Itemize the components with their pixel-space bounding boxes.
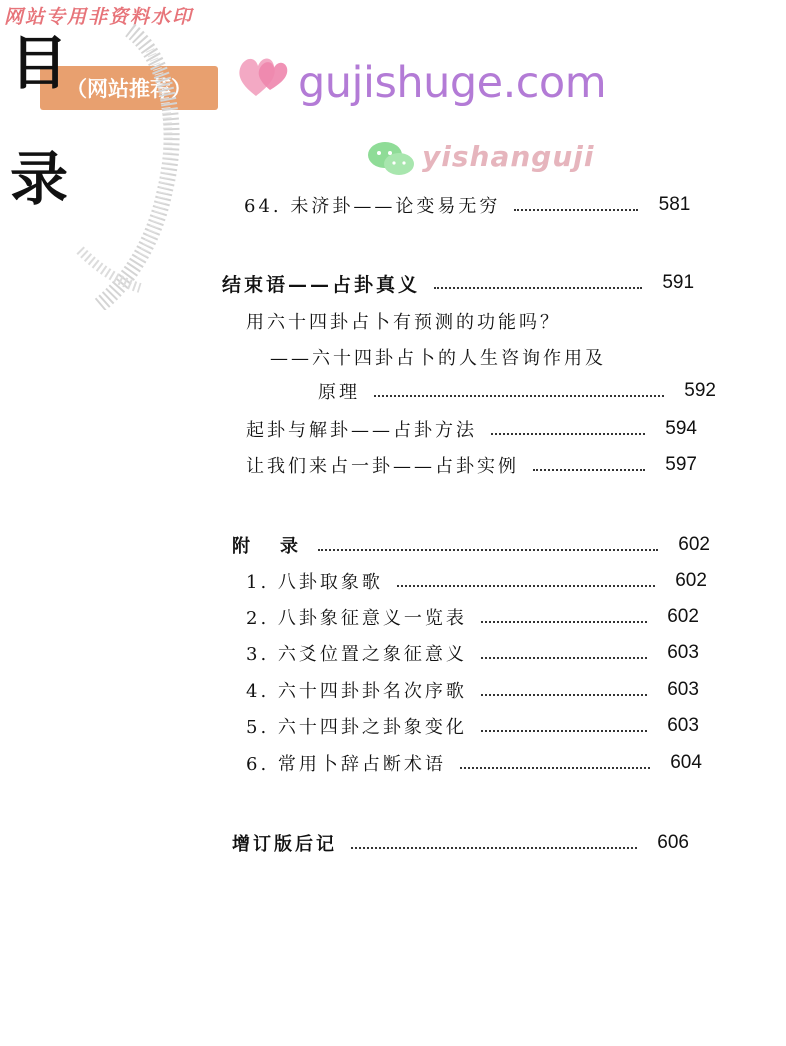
toc-page-number: 602 [675,570,707,591]
toc-page-number: 602 [667,606,699,627]
toc-page-number: 602 [678,534,710,555]
toc-entry-label: 3. 六爻位置之象征意义 [246,644,467,665]
toc-leader-dots [491,433,645,435]
toc-leader-dots [514,209,638,211]
toc-entry-a2[interactable] [0,604,699,630]
toc-entry-64[interactable] [0,192,690,218]
toc-entry-label: 用六十四卦占卜有预测的功能吗？ [246,312,561,333]
toc-page-number: 603 [667,642,699,663]
toc-entry-c1[interactable] [0,378,716,404]
toc-page-number: 603 [667,715,699,736]
toc-entry-label: 结束语——占卦真义 [222,273,421,296]
toc-leader-dots [318,549,658,551]
toc-entry-label: 附 录 [232,536,304,557]
toc-entry-label: 64. 未济卦——论变易无穷 [244,196,501,217]
toc-entry-c3[interactable] [0,452,697,478]
toc-leader-dots [434,287,642,289]
watermark-site: gujishuge.com [298,58,607,108]
toc-entry-a1[interactable] [0,568,707,594]
toc-entry-appendix[interactable] [0,532,710,558]
toc-leader-dots [533,469,645,471]
toc-entry-label: 1. 八卦取象歌 [246,572,383,593]
heading-char-lu: 录 [10,145,69,213]
watermark-top-text: 网站专用非资料水印 [4,6,194,28]
toc-entry-label: 4. 六十四卦卦名次序歌 [246,681,467,702]
toc-page-number: 597 [665,454,697,475]
toc-entry-label: 6. 常用卜辞占断术语 [246,754,446,775]
toc-entry-a6[interactable] [0,750,702,776]
toc-page-number: 592 [684,380,716,401]
toc-entry-a4[interactable] [0,677,699,703]
toc-entry-conclusion[interactable] [0,270,694,296]
toc-page-number: 581 [658,194,691,215]
decorative-engraving [60,20,190,310]
toc-entry-a5[interactable] [0,713,699,739]
hearts-icon [236,50,296,102]
toc-leader-dots [460,767,650,769]
toc-page-number: 606 [657,832,689,853]
toc-entry-label: ——六十四卦占卜的人生咨询作用及 [270,348,606,369]
toc-page-number: 591 [662,272,695,293]
toc-entry-label: 起卦与解卦——占卦方法 [246,420,477,441]
heading-char-mu: 目 [10,29,69,97]
toc-entry-label: 2. 八卦象征意义一览表 [246,608,467,629]
toc-leader-dots [481,657,647,659]
toc-leader-dots [351,847,637,849]
toc-entry-label: 增订版后记 [232,834,337,855]
toc-page-number: 603 [667,679,699,700]
toc-page-number: 594 [665,418,697,439]
toc-entry-c2[interactable] [0,416,697,442]
toc-entry-label: 原理 [318,382,360,403]
toc-leader-dots [481,694,647,696]
toc-leader-dots [481,730,647,732]
toc-leader-dots [374,395,664,397]
toc-leader-dots [481,621,647,623]
toc-entry-postscript[interactable] [0,830,689,856]
toc-entry-label: 让我们来占一卦——占卦实例 [246,456,519,477]
toc-page-number: 604 [670,752,702,773]
toc-entry-label: 5. 六十四卦之卦象变化 [246,717,467,738]
chat-bubble-icon [366,140,416,178]
toc-entry-a3[interactable] [0,640,699,666]
watermark-wechat-id: yishanguji [422,140,595,173]
watermark-badge: （网站推荐） [40,66,218,110]
toc-leader-dots [397,585,655,587]
